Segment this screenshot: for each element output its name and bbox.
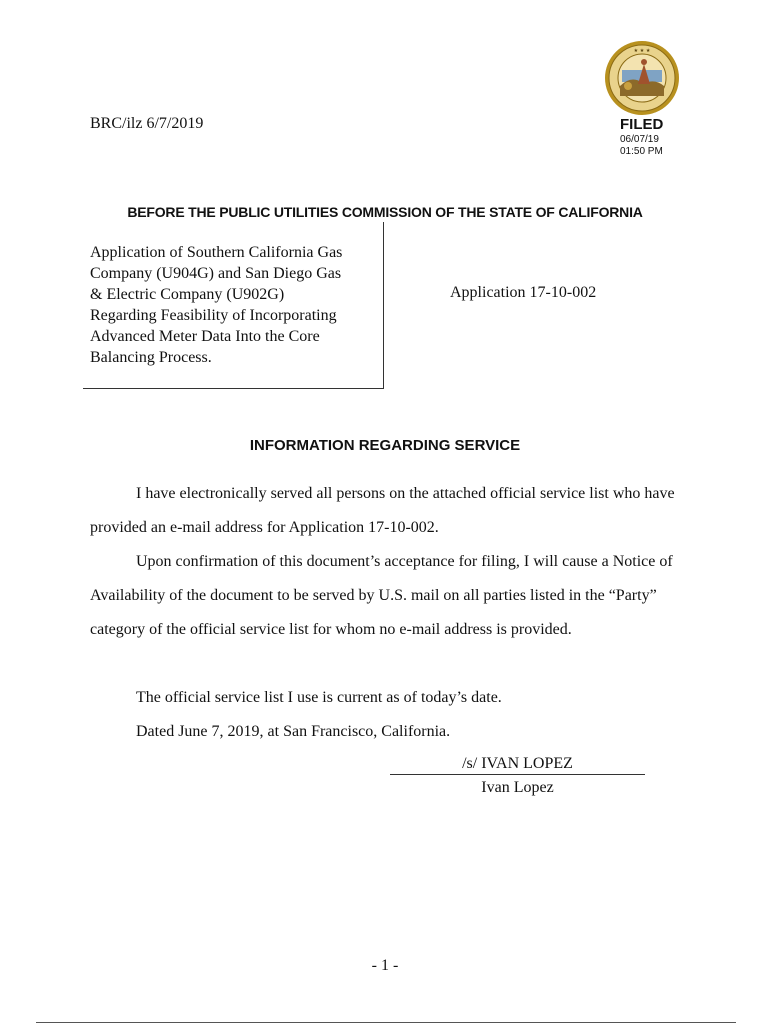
filed-date: 06/07/19 bbox=[620, 134, 659, 145]
application-number: Application 17-10-002 bbox=[450, 284, 597, 301]
filed-label: FILED bbox=[620, 116, 664, 133]
filed-stamp bbox=[620, 116, 663, 158]
state-seal-icon bbox=[604, 40, 680, 116]
page-bottom-rule bbox=[36, 1022, 736, 1023]
caption-line: Advanced Meter Data Into the Core bbox=[90, 328, 320, 345]
body-paragraph: The official service list I use is current as of today’s date. bbox=[136, 689, 502, 706]
svg-text:★ ★ ★: ★ ★ ★ bbox=[633, 48, 651, 54]
body-paragraph: I have electronically served all persons on the attached official service list who have provided an e-mail address for Application 17-10-002. bbox=[90, 485, 675, 536]
caption-line: Application of Southern California Gas bbox=[90, 244, 343, 261]
caption-line: Regarding Feasibility of Incorporating bbox=[90, 307, 337, 324]
caption-text bbox=[90, 242, 382, 368]
filed-time: 01:50 PM bbox=[620, 146, 663, 157]
section-title: INFORMATION REGARDING SERVICE bbox=[249, 437, 521, 454]
body-paragraph: Dated June 7, 2019, at San Francisco, California. bbox=[136, 723, 451, 740]
caption-line: & Electric Company (U902G) bbox=[90, 286, 285, 303]
caption-line: Company (U904G) and San Diego Gas bbox=[90, 265, 342, 282]
signer-name: Ivan Lopez bbox=[481, 779, 554, 796]
caption-line: Balancing Process. bbox=[90, 349, 212, 366]
page-number: - 1 - bbox=[371, 957, 399, 974]
signature-line bbox=[390, 774, 645, 775]
court-heading: BEFORE THE PUBLIC UTILITIES COMMISSION OF THE STATE OF CALIFORNIA bbox=[127, 204, 643, 220]
body-paragraph: Upon confirmation of this document’s acceptance for filing, I will cause a Notice of Availability of the document to be served by U.S. mail on all parties listed in the “Party” category of the official service list for whom no e-mail address is provided. bbox=[90, 553, 673, 638]
electronic-signature: /s/ IVAN LOPEZ bbox=[462, 755, 573, 772]
document-reference: BRC/ilz 6/7/2019 bbox=[90, 115, 204, 132]
